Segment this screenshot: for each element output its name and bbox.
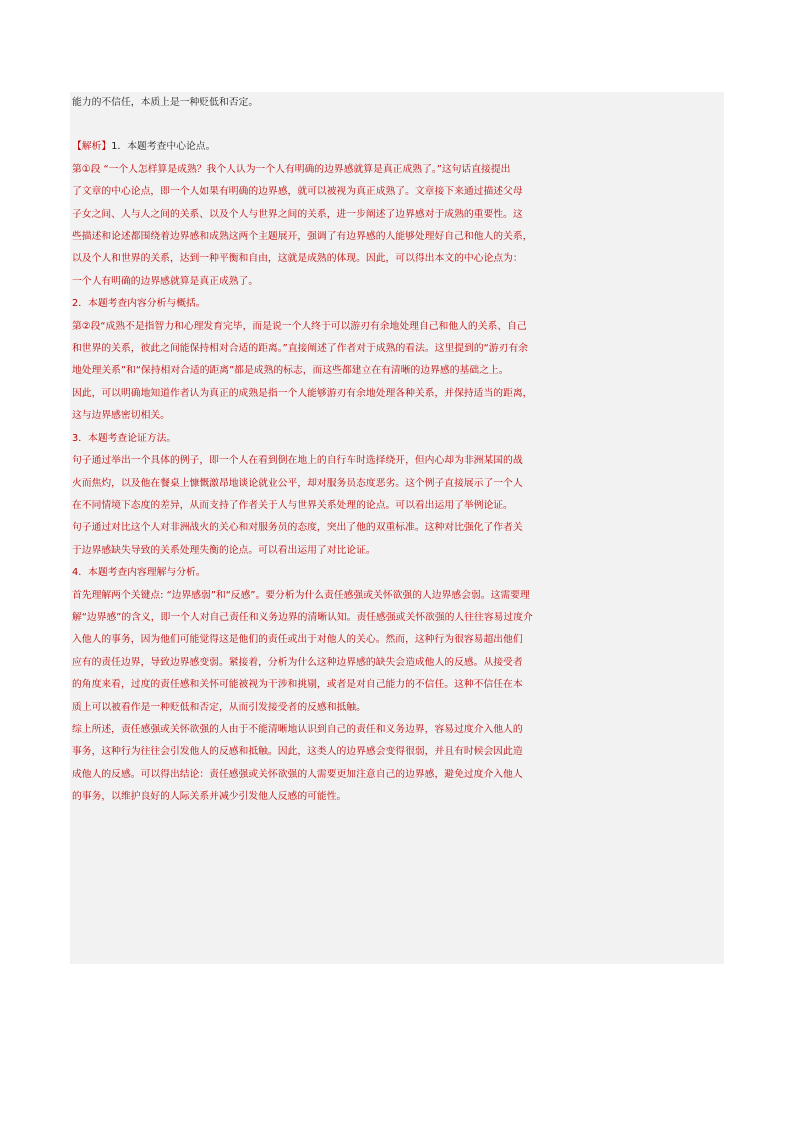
text-segment: 句子通过对比这个人对非洲战火的关心和对服务员的态度，突出了他的双重标准。这种对比强化了作者关 xyxy=(72,522,523,534)
text-line xyxy=(72,428,724,450)
blank-line xyxy=(72,114,724,136)
text-segment: 了文章的中心论点，即一个人如果有明确的边界感，就可以被视为真正成熟了。文章接下来通过描述父母 xyxy=(72,186,523,198)
text-line xyxy=(72,697,724,719)
text-line xyxy=(72,248,724,270)
text-segment: 首先理解两个关键点: “边界感弱”和“反感”。要分析为什么责任感强或关怀欲强的人边界感会弱。这需要理 xyxy=(72,589,530,601)
text-segment: 和世界的关系，彼此之间能保持相对合适的距离。”直接阐述了作者对于成熟的看法。这里提到的“游刃有余 xyxy=(72,343,528,355)
text-line xyxy=(72,719,724,741)
text-segment: 地处理关系”和“保持相对合适的距离”都是成熟的标志，而这些都建立在有清晰的边界感的基础之上。 xyxy=(72,365,509,377)
text-segment: 一个人有明确的边界感就算是真正成熟了。 xyxy=(72,275,259,287)
text-segment: 的角度来看，过度的责任感和关怀可能被视为干涉和挑剔，或者是对自己能力的不信任。这种不信任在本 xyxy=(72,679,523,691)
text-segment: 在不同情境下态度的差异，从而支持了作者关于人与世界关系处理的论点。可以看出运用了举例论证。 xyxy=(72,499,513,511)
text-line xyxy=(72,450,724,472)
text-line xyxy=(72,585,724,607)
text-segment: 质上可以被看作是一种贬低和否定，从而引发接受者的反感和抵触。 xyxy=(72,701,366,713)
text-line xyxy=(72,204,724,226)
text-line xyxy=(72,136,724,158)
text-segment: 于边界感缺失导致的关系处理失衡的论点。可以看出运用了对比论证。 xyxy=(72,544,376,556)
text-segment: 2．本题考查内容分析与概括。 xyxy=(72,298,206,310)
text-line xyxy=(72,360,724,382)
text-segment: 这与边界感密切相关。 xyxy=(72,410,170,422)
answer-analysis-block xyxy=(70,92,724,964)
text-segment: 能力的不信任，本质上是一种贬低和否定。 xyxy=(72,97,259,108)
text-segment: 因此，可以明确地知道作者认为真正的成熟是指一个人能够游刃有余地处理各种关系，并保持适当的距离， xyxy=(72,387,533,399)
text-segment: 的事务，以维护良好的人际关系并减少引发他人反感的可能性。 xyxy=(72,791,347,803)
text-line xyxy=(72,741,724,763)
text-line xyxy=(72,271,724,293)
text-line xyxy=(72,293,724,315)
text-segment: 句子通过举出一个具体的例子，即一个人在看到倒在地上的自行车时选择绕开，但内心却为非洲某国的战 xyxy=(72,455,523,467)
text-line xyxy=(72,405,724,427)
text-line xyxy=(72,495,724,517)
text-segment: 些描述和论述都围绕着边界感和成熟这两个主题展开，强调了有边界感的人能够处理好自己和他人的关系， xyxy=(72,231,533,243)
text-line xyxy=(72,562,724,584)
text-line xyxy=(72,383,724,405)
text-line xyxy=(72,674,724,696)
text-segment: 子女之间、人与人之间的关系、以及个人与世界之间的关系，进一步阐述了边界感对于成熟的重要性。这 xyxy=(72,208,523,220)
text-line xyxy=(72,316,724,338)
text-segment: 4．本题考查内容理解与分析。 xyxy=(72,567,206,579)
text-segment: 以及个人和世界的关系，达到一种平衡和自由，这就是成熟的体现。因此，可以得出本文的中心论点为： xyxy=(72,253,523,265)
text-segment: 综上所述，责任感强或关怀欲强的人由于不能清晰地认识到自己的责任和义务边界，容易过度介入他人的 xyxy=(72,723,523,735)
text-line xyxy=(72,226,724,248)
text-segment: 解“边界感”的含义，即一个人对自己责任和义务边界的清晰认知。责任感强或关怀欲强的人往往容易过度介 xyxy=(72,611,533,623)
text-line xyxy=(72,473,724,495)
text-line xyxy=(72,338,724,360)
text-line xyxy=(72,764,724,786)
text-line xyxy=(72,540,724,562)
text-segment: 【解析】 xyxy=(72,141,112,153)
text-segment: 3．本题考查论证方法。 xyxy=(72,432,177,444)
text-line xyxy=(72,517,724,539)
text-line xyxy=(72,159,724,181)
text-line xyxy=(72,629,724,651)
text-segment: 第②段“成熟不是指智力和心理发育完毕，而是说一个人终于可以游刃有余地处理自己和他人的关系、自己 xyxy=(72,320,527,332)
text-segment: 成他人的反感。可以得出结论：责任感强或关怀欲强的人需要更加注意自己的边界感，避免过度介入他人 xyxy=(72,768,523,780)
text-line xyxy=(72,652,724,674)
text-line xyxy=(72,181,724,203)
text-segment: 事务，这种行为往往会引发他人的反感和抵触。因此，这类人的边界感会变得很弱，并且有时候会因此造 xyxy=(72,746,523,758)
text-line xyxy=(72,607,724,629)
text-segment: 1．本题考查中心论点。 xyxy=(111,141,216,153)
text-segment: 第①段 “一个人怎样算是成熟？我个人认为一个人有明确的边界感就算是真正成熟了。”这句话直接提出 xyxy=(72,163,511,175)
text-segment: 应有的责任边界，导致边界感变弱。紧接着，分析为什么这种边界感的缺失会造成他人的反感。从接受者 xyxy=(72,656,523,668)
text-segment: 入他人的事务，因为他们可能觉得这是他们的责任或出于对他人的关心。然而，这种行为很容易超出他们 xyxy=(72,634,523,646)
text-segment: 火而焦灼，以及他在餐桌上慷慨激昂地谈论就业公平，却对服务员态度恶劣。这个例子直接展示了一个人 xyxy=(72,477,523,489)
text-line xyxy=(72,786,724,808)
text-line xyxy=(72,92,724,114)
